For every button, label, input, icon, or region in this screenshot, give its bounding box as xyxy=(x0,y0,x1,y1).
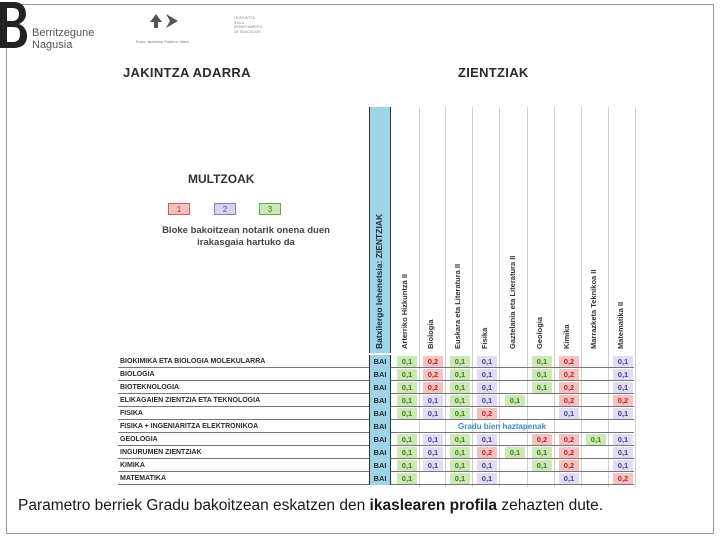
weight-cell: 0,1 xyxy=(450,434,470,445)
bai-cell: BAI xyxy=(369,459,391,472)
weight-cell: 0,1 xyxy=(423,460,443,471)
gov-name-spanish: Gobierno Vasco xyxy=(164,40,189,44)
weight-cell: 0,1 xyxy=(477,473,497,484)
weight-cell: 0,2 xyxy=(477,447,497,458)
column-header-label: Geologia xyxy=(535,316,544,349)
tree-emblem-icon xyxy=(150,14,162,28)
weight-cell: 0,1 xyxy=(477,434,497,445)
bai-cell: BAI xyxy=(369,446,391,459)
heading-branch: JAKINTZA ADARRA xyxy=(123,65,251,80)
weight-cell: 0,1 xyxy=(532,356,552,367)
weight-cell: 0,1 xyxy=(450,382,470,393)
weight-cell: 0,1 xyxy=(450,473,470,484)
weight-cell: 0,1 xyxy=(397,369,417,380)
column-divider xyxy=(635,107,636,487)
table-row xyxy=(118,433,634,446)
weight-cell: 0,1 xyxy=(613,369,633,380)
org-name xyxy=(32,27,94,51)
bai-cell: BAI xyxy=(369,368,391,381)
caption-bold: ikaslearen profila xyxy=(369,497,498,514)
gov-department: HEZKUNTZA SAILA DEPARTAMENTO DE EDUCACIÓN xyxy=(234,16,263,34)
weight-cell: 0,1 xyxy=(450,408,470,419)
table-row xyxy=(118,446,634,459)
weight-cell: 0,1 xyxy=(559,473,579,484)
weight-cell: 0,1 xyxy=(423,434,443,445)
degree-name: FISIKA xyxy=(120,410,143,417)
column-header-label: Batxilergo lehenetsia: ZIENTZIAK xyxy=(374,213,384,349)
caption-part1: Parametro berriek Gradu bakoitzean eskatzen den xyxy=(18,497,370,514)
berritzegune-logo-icon xyxy=(0,0,28,50)
weight-cell: 0,1 xyxy=(397,447,417,458)
column-header-label: Gaztelania eta Literatura II xyxy=(508,255,517,349)
table-row xyxy=(118,368,634,381)
weight-cell: 0,1 xyxy=(532,369,552,380)
weight-cell: 0,2 xyxy=(559,395,579,406)
org-name-line1: Berritzegune xyxy=(32,27,95,39)
weight-cell: 0,1 xyxy=(505,395,525,406)
weight-cell: 0,1 xyxy=(450,395,470,406)
weight-cell: 0,2 xyxy=(559,447,579,458)
bai-cell: BAI xyxy=(369,420,391,433)
column-header-subject xyxy=(584,107,606,353)
table-row xyxy=(118,407,634,420)
weight-cell: 0,1 xyxy=(559,408,579,419)
table-row xyxy=(118,355,634,368)
table-row xyxy=(118,472,634,485)
degree-name: BIOLOGIA xyxy=(120,371,155,378)
weight-cell: 0,1 xyxy=(423,408,443,419)
weight-cell: 0,1 xyxy=(532,460,552,471)
weight-cell: 0,1 xyxy=(532,447,552,458)
weight-cell: 0,1 xyxy=(477,395,497,406)
weight-cell: 0,2 xyxy=(559,369,579,380)
weight-cell: 0,1 xyxy=(477,460,497,471)
table-row xyxy=(118,459,634,472)
weight-cell: 0,2 xyxy=(423,369,443,380)
multzoak-title: MULTZOAK xyxy=(188,172,255,186)
gradu-note: Gradu bien haztapenak xyxy=(458,422,547,431)
weight-cell: 0,1 xyxy=(613,434,633,445)
weight-cell: 0,1 xyxy=(397,395,417,406)
weight-cell: 0,1 xyxy=(477,369,497,380)
weight-cell: 0,1 xyxy=(450,460,470,471)
weight-cell: 0,1 xyxy=(613,382,633,393)
table-row xyxy=(118,420,634,433)
column-header-batxilergo xyxy=(369,107,391,353)
column-header-subject xyxy=(503,107,525,353)
column-header-subject xyxy=(421,107,443,353)
weight-cell: 0,2 xyxy=(613,395,633,406)
column-header-subject xyxy=(557,107,579,353)
column-header-label: Euskara eta Literatura II xyxy=(453,263,462,349)
degree-name: KIMIKA xyxy=(120,462,145,469)
weight-cell: 0,1 xyxy=(613,460,633,471)
group-box-1: 1 xyxy=(168,203,190,215)
weight-cell: 0,1 xyxy=(450,447,470,458)
column-header-label: Marrazketa Teknikoa II xyxy=(589,269,598,349)
weight-cell: 0,1 xyxy=(397,434,417,445)
bai-cell: BAI xyxy=(369,433,391,446)
group-box-3: 3 xyxy=(259,203,281,215)
government-logo xyxy=(136,14,276,50)
weight-cell: 0,1 xyxy=(423,447,443,458)
degree-name: ELIKAGAIEN ZIENTZIA ETA TEKNOLOGIA xyxy=(120,397,261,404)
caption-part2: zehazten dute. xyxy=(497,497,604,514)
column-header-subject xyxy=(448,107,470,353)
weight-cell: 0,1 xyxy=(397,382,417,393)
weight-cell: 0,1 xyxy=(397,460,417,471)
column-header-label: Fisika xyxy=(480,327,489,349)
degree-name: MATEMATIKA xyxy=(120,475,167,482)
weight-cell: 0,2 xyxy=(477,408,497,419)
weight-cell: 0,2 xyxy=(559,382,579,393)
bai-cell: BAI xyxy=(369,472,391,485)
weight-cell: 0,2 xyxy=(559,356,579,367)
column-header-label: Matematika II xyxy=(616,301,625,349)
weight-cell: 0,1 xyxy=(397,356,417,367)
weight-cell: 0,2 xyxy=(423,382,443,393)
bloke-explanation: Bloke bakoitzean notarik onena duen irakasgaia hartuko da xyxy=(162,225,330,248)
degree-name: GEOLOGIA xyxy=(120,436,158,443)
column-header-label: Kimika xyxy=(562,324,571,349)
weight-cell: 0,1 xyxy=(532,382,552,393)
bai-cell: BAI xyxy=(369,355,391,368)
bai-cell: BAI xyxy=(369,381,391,394)
weight-cell: 0,1 xyxy=(613,447,633,458)
weight-cell: 0,1 xyxy=(613,408,633,419)
column-header-label: Arterriko Hizkuntza II xyxy=(400,273,409,349)
bai-cell: BAI xyxy=(369,394,391,407)
column-header-label: Biologia xyxy=(426,319,435,349)
degree-name: INGURUMEN ZIENTZIAK xyxy=(120,449,202,456)
weight-cell: 0,2 xyxy=(532,434,552,445)
weight-cell: 0,2 xyxy=(613,473,633,484)
table-row xyxy=(118,394,634,407)
weight-cell: 0,1 xyxy=(586,434,606,445)
weight-cell: 0,2 xyxy=(423,356,443,367)
weight-cell: 0,1 xyxy=(505,447,525,458)
column-header-subject xyxy=(611,107,633,353)
weight-cell: 0,1 xyxy=(477,356,497,367)
weight-cell: 0,2 xyxy=(559,460,579,471)
weight-cell: 0,1 xyxy=(450,369,470,380)
degree-name: BIOKIMIKA ETA BIOLOGIA MOLEKULARRA xyxy=(120,358,266,365)
org-name-line2: Nagusia xyxy=(32,39,73,51)
column-header-subject xyxy=(395,107,417,353)
weight-cell: 0,1 xyxy=(397,473,417,484)
weight-cell: 0,1 xyxy=(613,356,633,367)
bai-cell: BAI xyxy=(369,407,391,420)
weight-cell: 0,1 xyxy=(450,356,470,367)
table-row xyxy=(118,381,634,394)
heading-sciences: ZIENTZIAK xyxy=(458,65,529,80)
group-box-2: 2 xyxy=(214,203,236,215)
weight-cell: 0,1 xyxy=(477,382,497,393)
degree-name: BIOTEKNOLOGIA xyxy=(120,384,180,391)
gov-name-basque: Eusko Jaurlaritza xyxy=(136,40,163,44)
degree-name: FISIKA + INGENIARITZA ELEKTRONIKOA xyxy=(120,423,259,430)
column-header-subject xyxy=(475,107,497,353)
weight-cell: 0,2 xyxy=(559,434,579,445)
arrow-emblem-icon xyxy=(166,14,178,28)
weight-cell: 0,1 xyxy=(397,408,417,419)
column-header-subject xyxy=(530,107,552,353)
slide-caption xyxy=(18,497,603,515)
weight-cell: 0,1 xyxy=(423,395,443,406)
